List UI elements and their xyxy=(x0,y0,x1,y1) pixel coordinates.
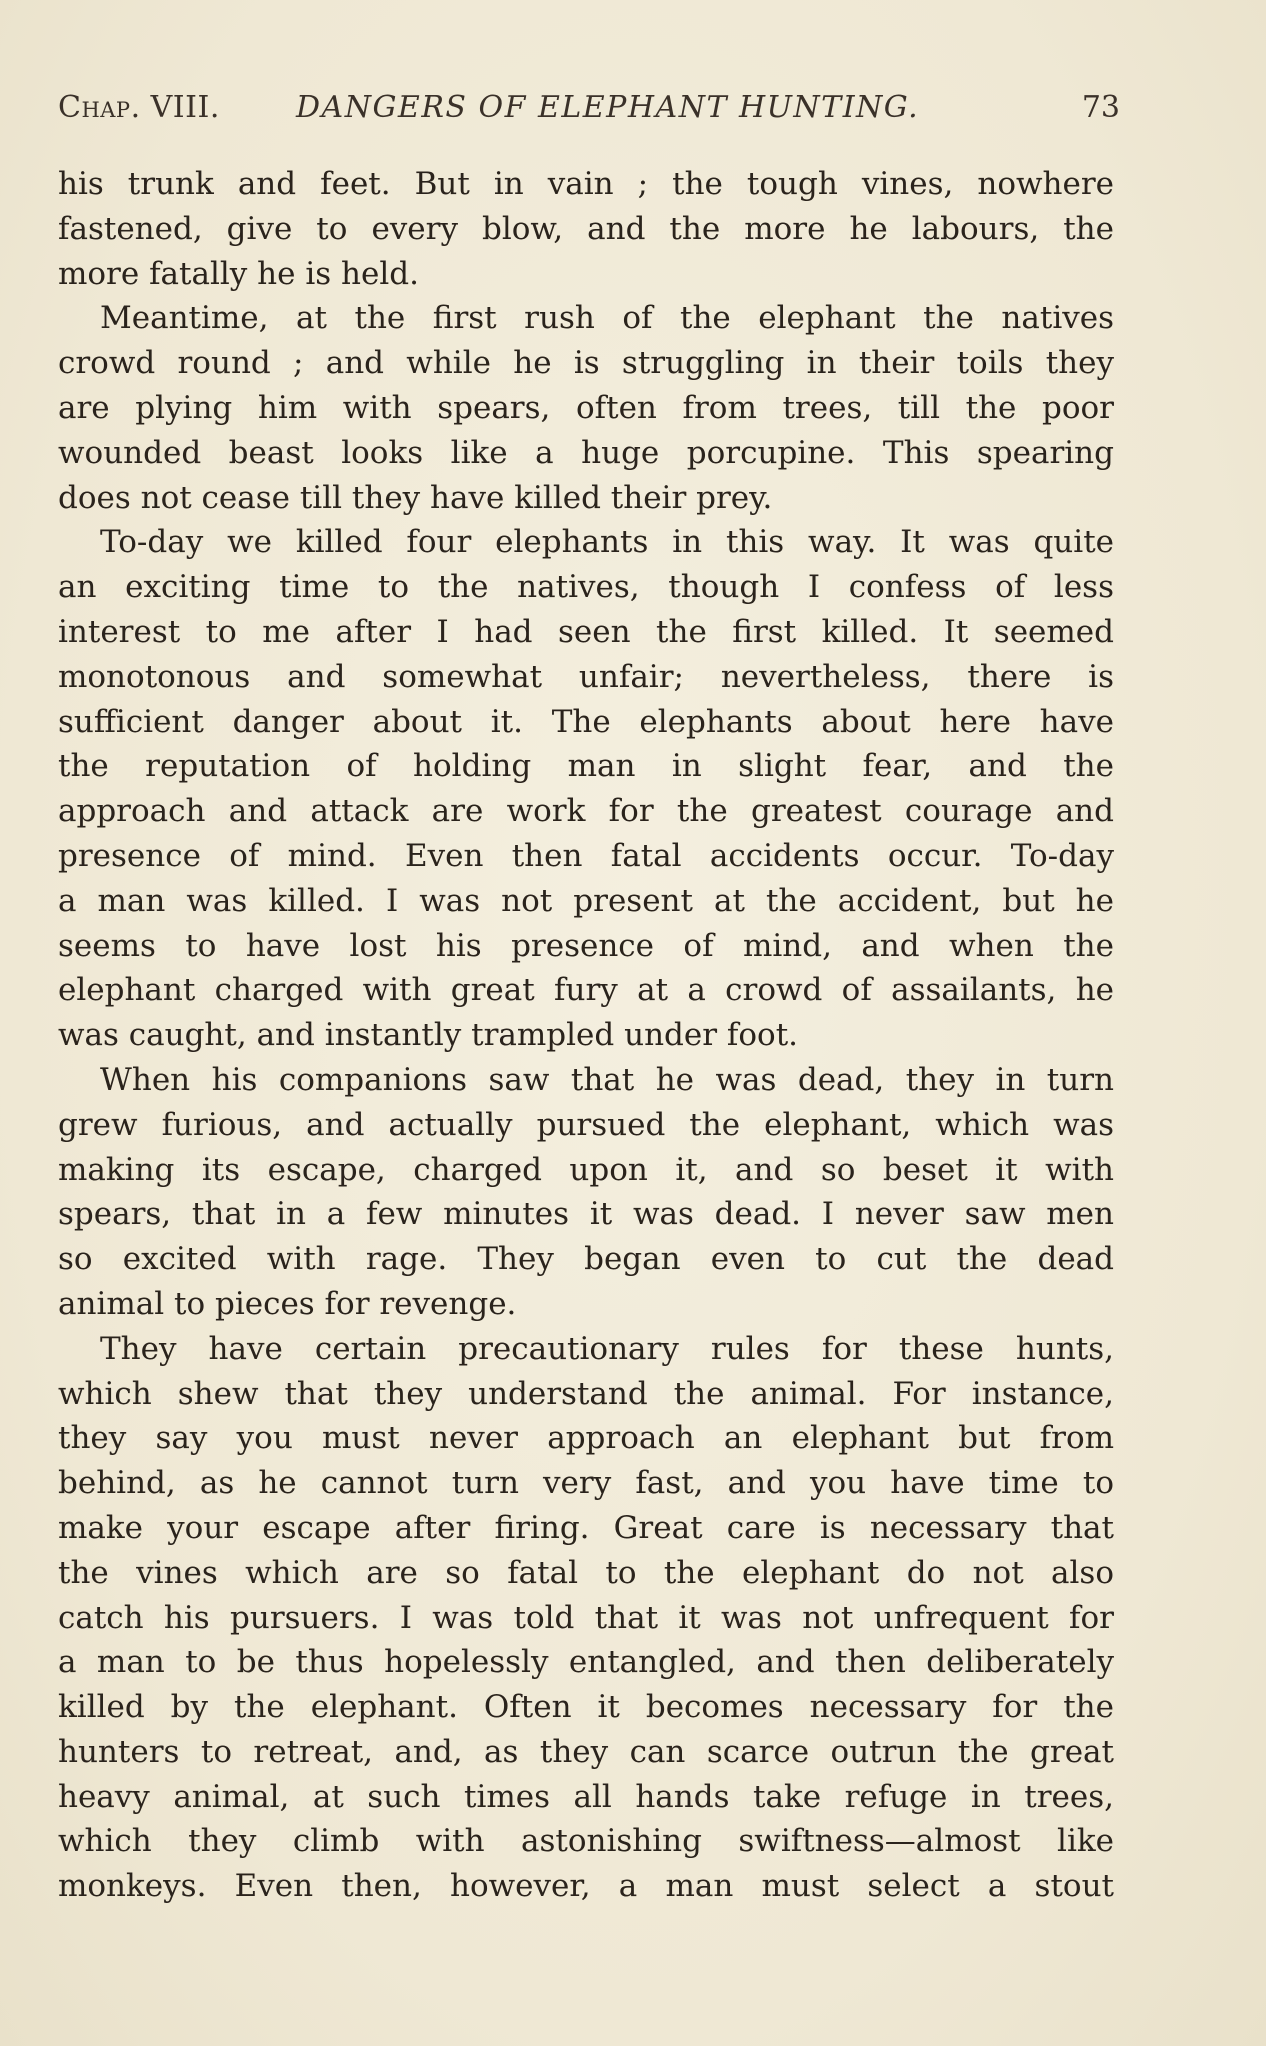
running-head xyxy=(58,88,1120,128)
text-line: approach and attack are work for the greatest courage and xyxy=(58,793,1114,830)
text-line: his trunk and feet. But in vain ; the tough vines, nowhere xyxy=(58,166,1114,202)
text-line: catch his pursuers. I was told that it was not unfrequent for xyxy=(58,1599,1114,1636)
running-title: DANGERS OF ELEPHANT HUNTING. xyxy=(296,90,920,125)
text-line: are plying him with spears, often from trees, till the poor xyxy=(58,389,1114,426)
text-line: heavy animal, at such times all hands take refuge in trees, xyxy=(58,1778,1114,1815)
text-line: which they climb with astonishing swiftness—almost like xyxy=(58,1823,1114,1860)
text-line: fastened, give to every blow, and the more he labours, the xyxy=(58,210,1114,247)
text-line: crowd round ; and while he is struggling in their toils they xyxy=(58,345,1114,382)
text-line: animal to pieces for revenge. xyxy=(58,1285,517,1322)
text-line: To-day we killed four elephants in this way. It was quite xyxy=(100,524,1114,561)
text-line: presence of mind. Even then fatal accidents occur. To-day xyxy=(58,837,1114,874)
body-text xyxy=(58,162,1114,1909)
text-line: monkeys. Even then, however, a man must select a stout xyxy=(58,1868,1114,1905)
text-line: hunters to retreat, and, as they can scarce outrun the great xyxy=(58,1733,1114,1770)
text-line: behind, as he cannot turn very fast, and you have time to xyxy=(58,1465,1114,1502)
text-line: interest to me after I had seen the first killed. It seemed xyxy=(58,613,1114,650)
text-line: elephant charged with great fury at a crowd of assailants, he xyxy=(58,972,1114,1009)
page-number: 73 xyxy=(1081,90,1120,125)
text-line: so excited with rage. They began even to cut the dead xyxy=(58,1241,1114,1278)
text-line: a man was killed. I was not present at the accident, but he xyxy=(58,882,1114,919)
text-line: make your escape after firing. Great care is necessary that xyxy=(58,1509,1114,1546)
text-line: more fatally he is held. xyxy=(58,255,419,292)
text-line: they say you must never approach an elephant but from xyxy=(58,1420,1114,1457)
text-line: the vines which are so fatal to the elephant do not also xyxy=(58,1554,1114,1591)
text-line: When his companions saw that he was dead, they in turn xyxy=(100,1061,1114,1098)
text-line: spears, that in a few minutes it was dead. I never saw men xyxy=(58,1196,1114,1233)
text-line: wounded beast looks like a huge porcupine. This spearing xyxy=(58,434,1114,471)
text-line: sufficient danger about it. The elephants about here have xyxy=(58,703,1114,740)
text-line: does not cease till they have killed their prey. xyxy=(58,479,773,516)
text-line: which shew that they understand the animal. For instance, xyxy=(58,1375,1114,1412)
text-line: monotonous and somewhat unfair; nevertheless, there is xyxy=(58,658,1114,695)
text-line: a man to be thus hopelessly entangled, and then deliberately xyxy=(58,1644,1114,1681)
chapter-label: Chap. VIII. xyxy=(58,90,220,125)
text-line: was caught, and instantly trampled under foot. xyxy=(58,1017,799,1054)
text-line: They have certain precautionary rules for these hunts, xyxy=(100,1330,1114,1367)
text-line: an exciting time to the natives, though I confess of less xyxy=(58,569,1114,606)
text-line: grew furious, and actually pursued the elephant, which was xyxy=(58,1106,1114,1143)
text-line: the reputation of holding man in slight fear, and the xyxy=(58,748,1114,785)
text-line: Meantime, at the first rush of the elephant the natives xyxy=(100,300,1114,337)
text-line: seems to have lost his presence of mind, and when the xyxy=(58,927,1114,964)
text-line: killed by the elephant. Often it becomes necessary for the xyxy=(58,1689,1114,1726)
text-line: making its escape, charged upon it, and so beset it with xyxy=(58,1151,1114,1188)
